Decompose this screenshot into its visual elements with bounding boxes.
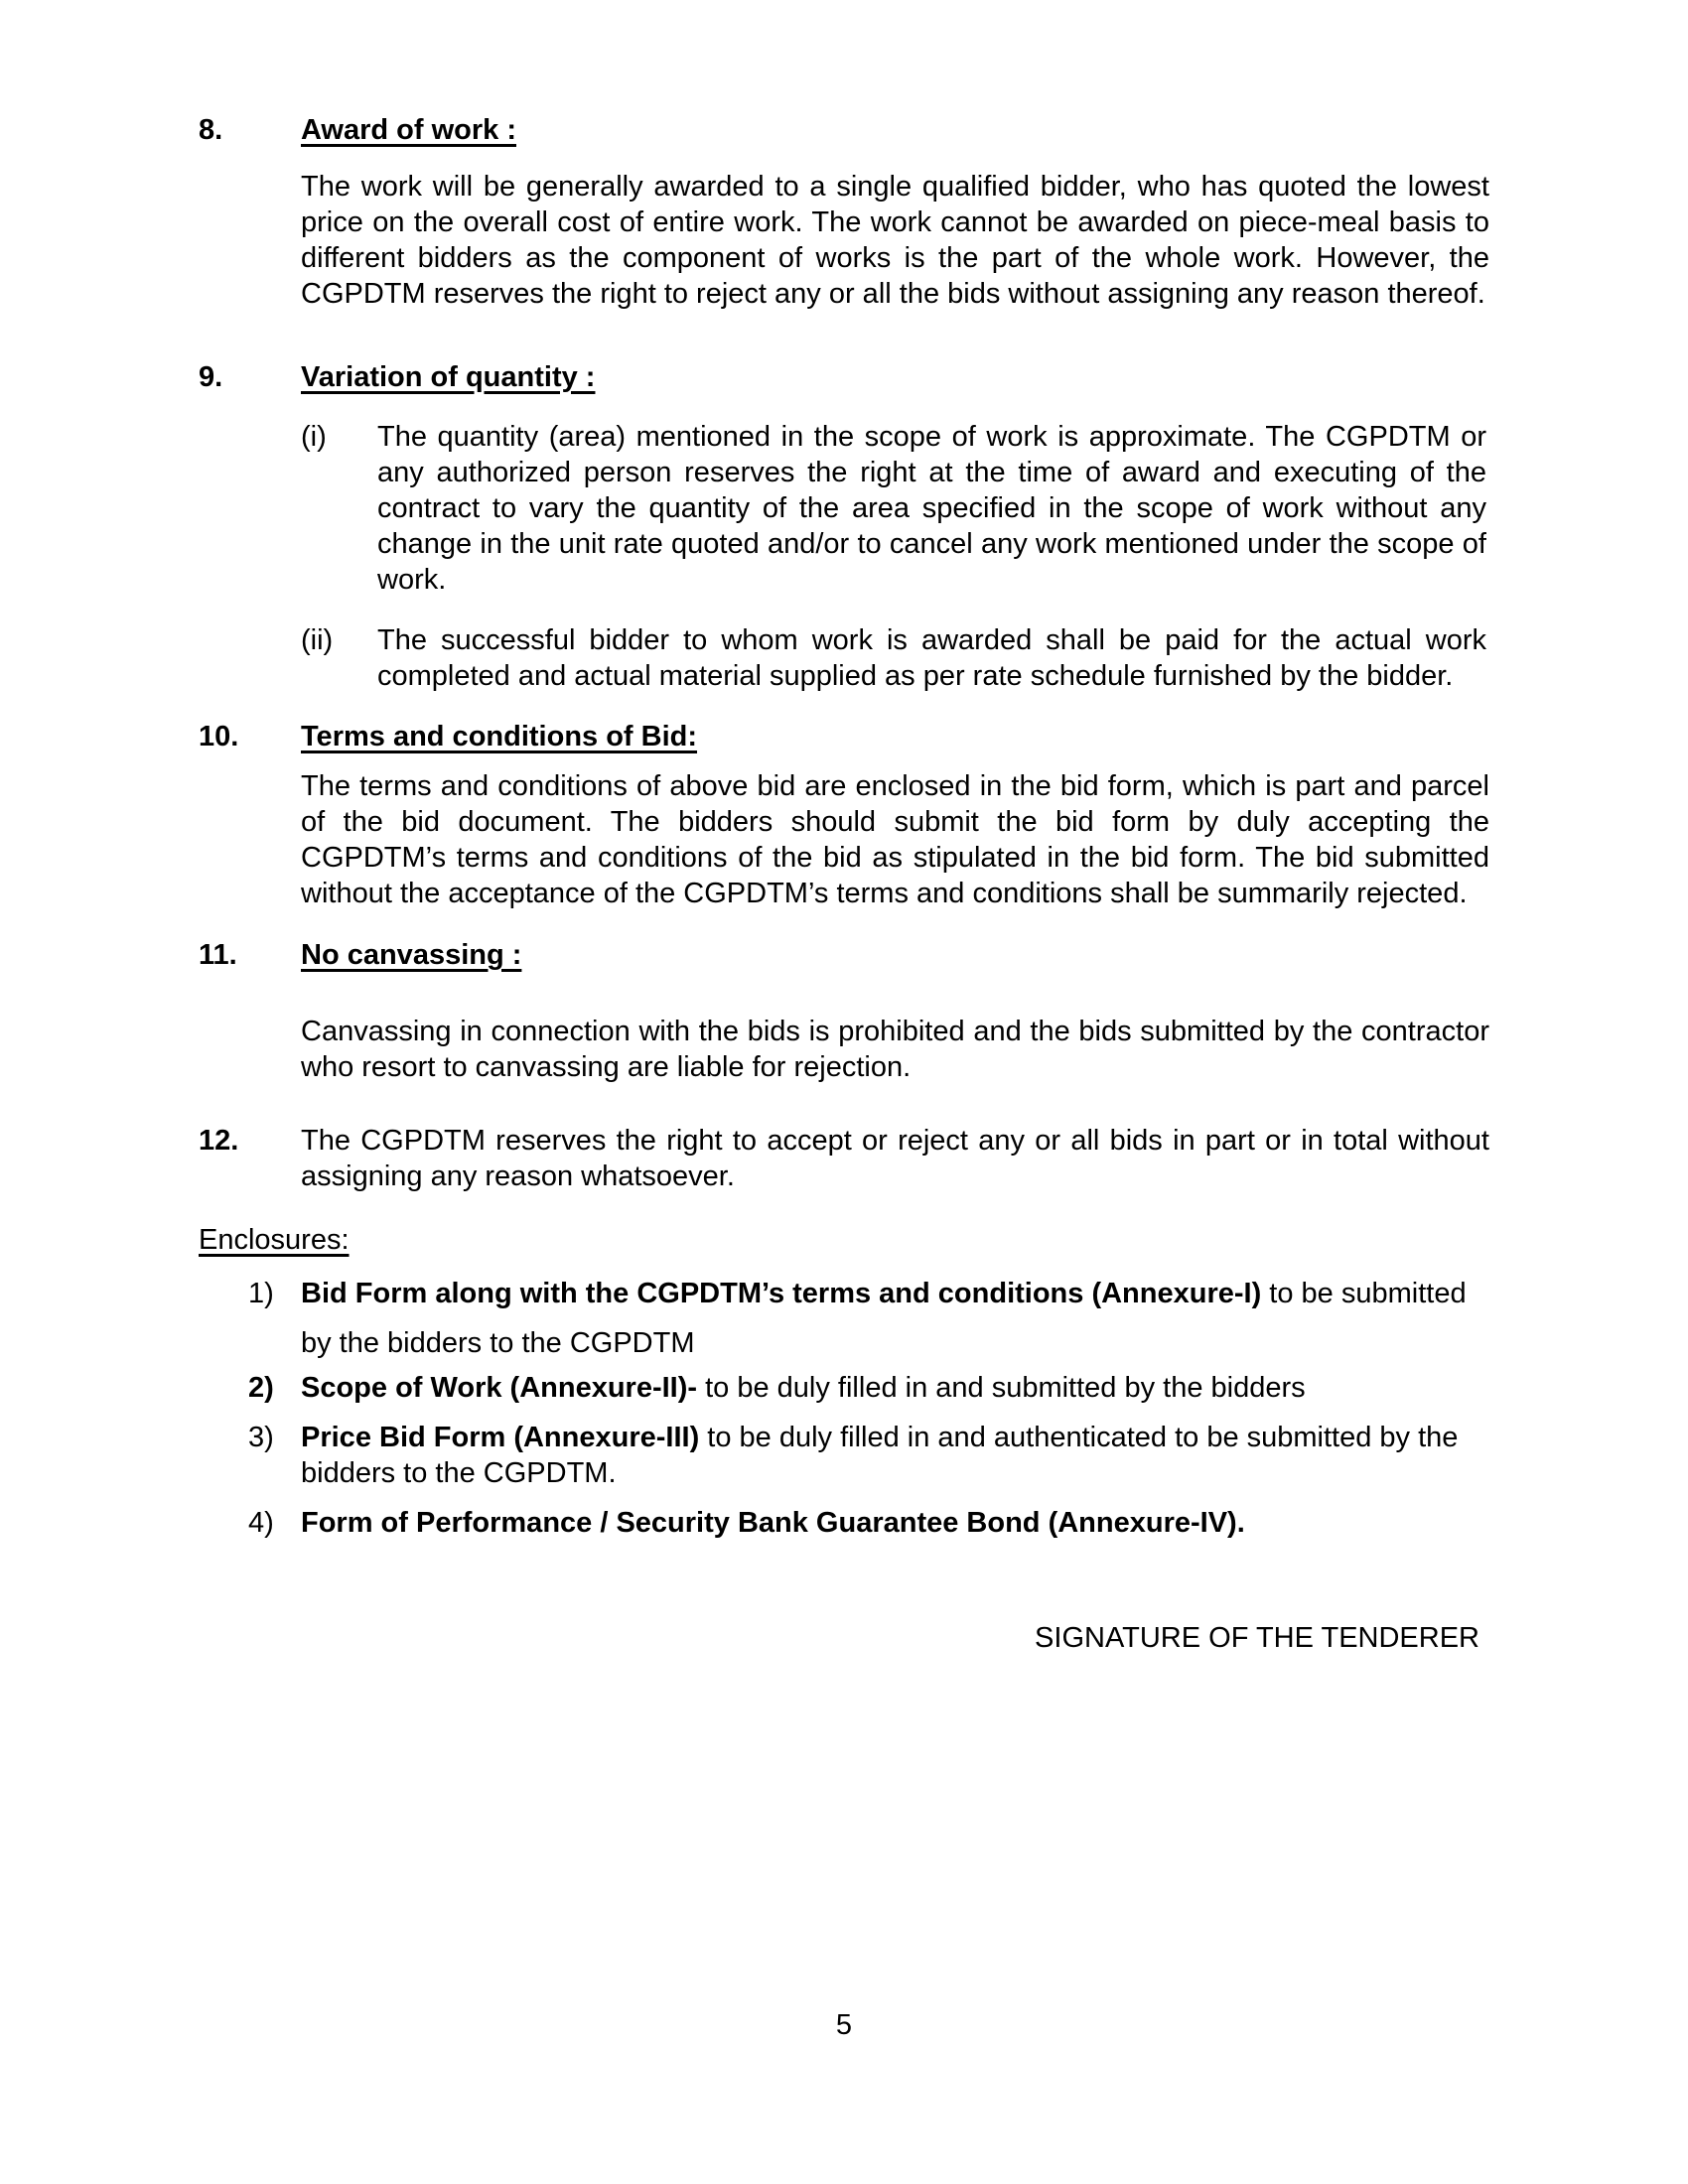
section-paragraph: The work will be generally awarded to a single qualified bidder, who has quoted the lowest price on the overall cost of entire work. The work cannot be awarded on piece-meal basis to different bidders as the component of works is the part of the whole work. However, the CGPDTM reserves the right to reject any or all the bids without assigning any reason thereof. <box>301 171 1489 310</box>
subitem-marker: (ii) <box>301 624 334 656</box>
subitem-text: The quantity (area) mentioned in the scope of work is approximate. The CGPDTM or any authorized person reserves the right at the time of award and executing of the contract to vary the quantity of the area specified in the scope of work without any change in the unit rate quoted and/or to cancel any work mentioned under the scope of work. <box>377 421 1486 596</box>
section-paragraph: The terms and conditions of above bid are enclosed in the bid form, which is part and parcel of the bid document. The bidders should submit the bid form by duly accepting the CGPDTM’s terms and conditions of the bid as stipulated in the bid form. The bid submitted without the acceptance of the CGPDTM’s terms and conditions shall be summarily rejected. <box>301 770 1489 909</box>
enclosures-heading: Enclosures: <box>199 1224 350 1256</box>
enclosure-text-regular: to be submitted by the bidders to the CGPDTM <box>301 1278 1467 1359</box>
section-heading: No canvassing : <box>301 939 522 971</box>
section-9-variation-of-quantity <box>199 359 1489 694</box>
section-number: 10. <box>199 721 239 752</box>
section-heading: Terms and conditions of Bid: <box>301 721 698 752</box>
enclosure-item-1 <box>248 1269 1489 1368</box>
signature-line: SIGNATURE OF THE TENDERER <box>1035 1622 1479 1654</box>
section-heading: Variation of quantity : <box>301 361 596 393</box>
subitem-i <box>301 419 1489 598</box>
section-paragraph: Canvassing in connection with the bids is prohibited and the bids submitted by the contractor who resort to canvassing are liable for rejection. <box>301 1016 1489 1083</box>
section-number: 11. <box>199 939 237 971</box>
enclosure-marker: 4) <box>248 1507 274 1539</box>
enclosure-text <box>301 1370 1489 1406</box>
subitem-ii <box>301 622 1489 694</box>
page-number: 5 <box>835 2009 853 2041</box>
enclosure-text-bold: Bid Form along with the CGPDTM’s terms and conditions (Annexure-I) <box>301 1278 1262 1309</box>
section-12-reserve-rights <box>199 1123 1489 1194</box>
enclosure-text-bold: Price Bid Form (Annexure-III) <box>301 1422 700 1453</box>
section-number: 9. <box>199 361 223 393</box>
subitem-text: The successful bidder to whom work is awarded shall be paid for the actual work completed and actual material supplied as per rate schedule furnished by the bidder. <box>377 624 1486 692</box>
enclosure-text <box>301 1505 1489 1541</box>
section-number: 8. <box>199 114 223 146</box>
enclosure-marker: 2) <box>248 1372 274 1404</box>
section-number: 12. <box>199 1125 239 1157</box>
enclosure-text-bold: Scope of Work (Annexure-II)- <box>301 1372 698 1404</box>
enclosure-text <box>301 1269 1489 1368</box>
enclosure-item-4 <box>248 1505 1489 1541</box>
section-paragraph: The CGPDTM reserves the right to accept or reject any or all bids in part or in total without assigning any reason whatsoever. <box>301 1125 1489 1192</box>
enclosure-text-bold: Form of Performance / Security Bank Guarantee Bond (Annexure-IV). <box>301 1507 1245 1539</box>
section-11-no-canvassing <box>199 937 1489 1085</box>
enclosure-text-regular: to be duly filled in and authenticated to be submitted by the bidders to the CGPDTM. <box>301 1422 1459 1489</box>
page-content <box>199 112 1489 1656</box>
enclosures-list <box>248 1269 1489 1541</box>
section-10-terms-and-conditions <box>199 719 1489 911</box>
enclosure-item-3 <box>248 1420 1489 1491</box>
subitem-marker: (i) <box>301 421 327 453</box>
enclosure-marker: 3) <box>248 1422 274 1453</box>
enclosure-item-2 <box>248 1370 1489 1406</box>
enclosure-marker: 1) <box>248 1278 274 1309</box>
enclosure-text <box>301 1420 1489 1491</box>
section-heading: Award of work : <box>301 114 516 146</box>
section-8-award-of-work <box>199 112 1489 312</box>
enclosure-text-regular: to be duly filled in and submitted by the bidders <box>697 1372 1306 1404</box>
